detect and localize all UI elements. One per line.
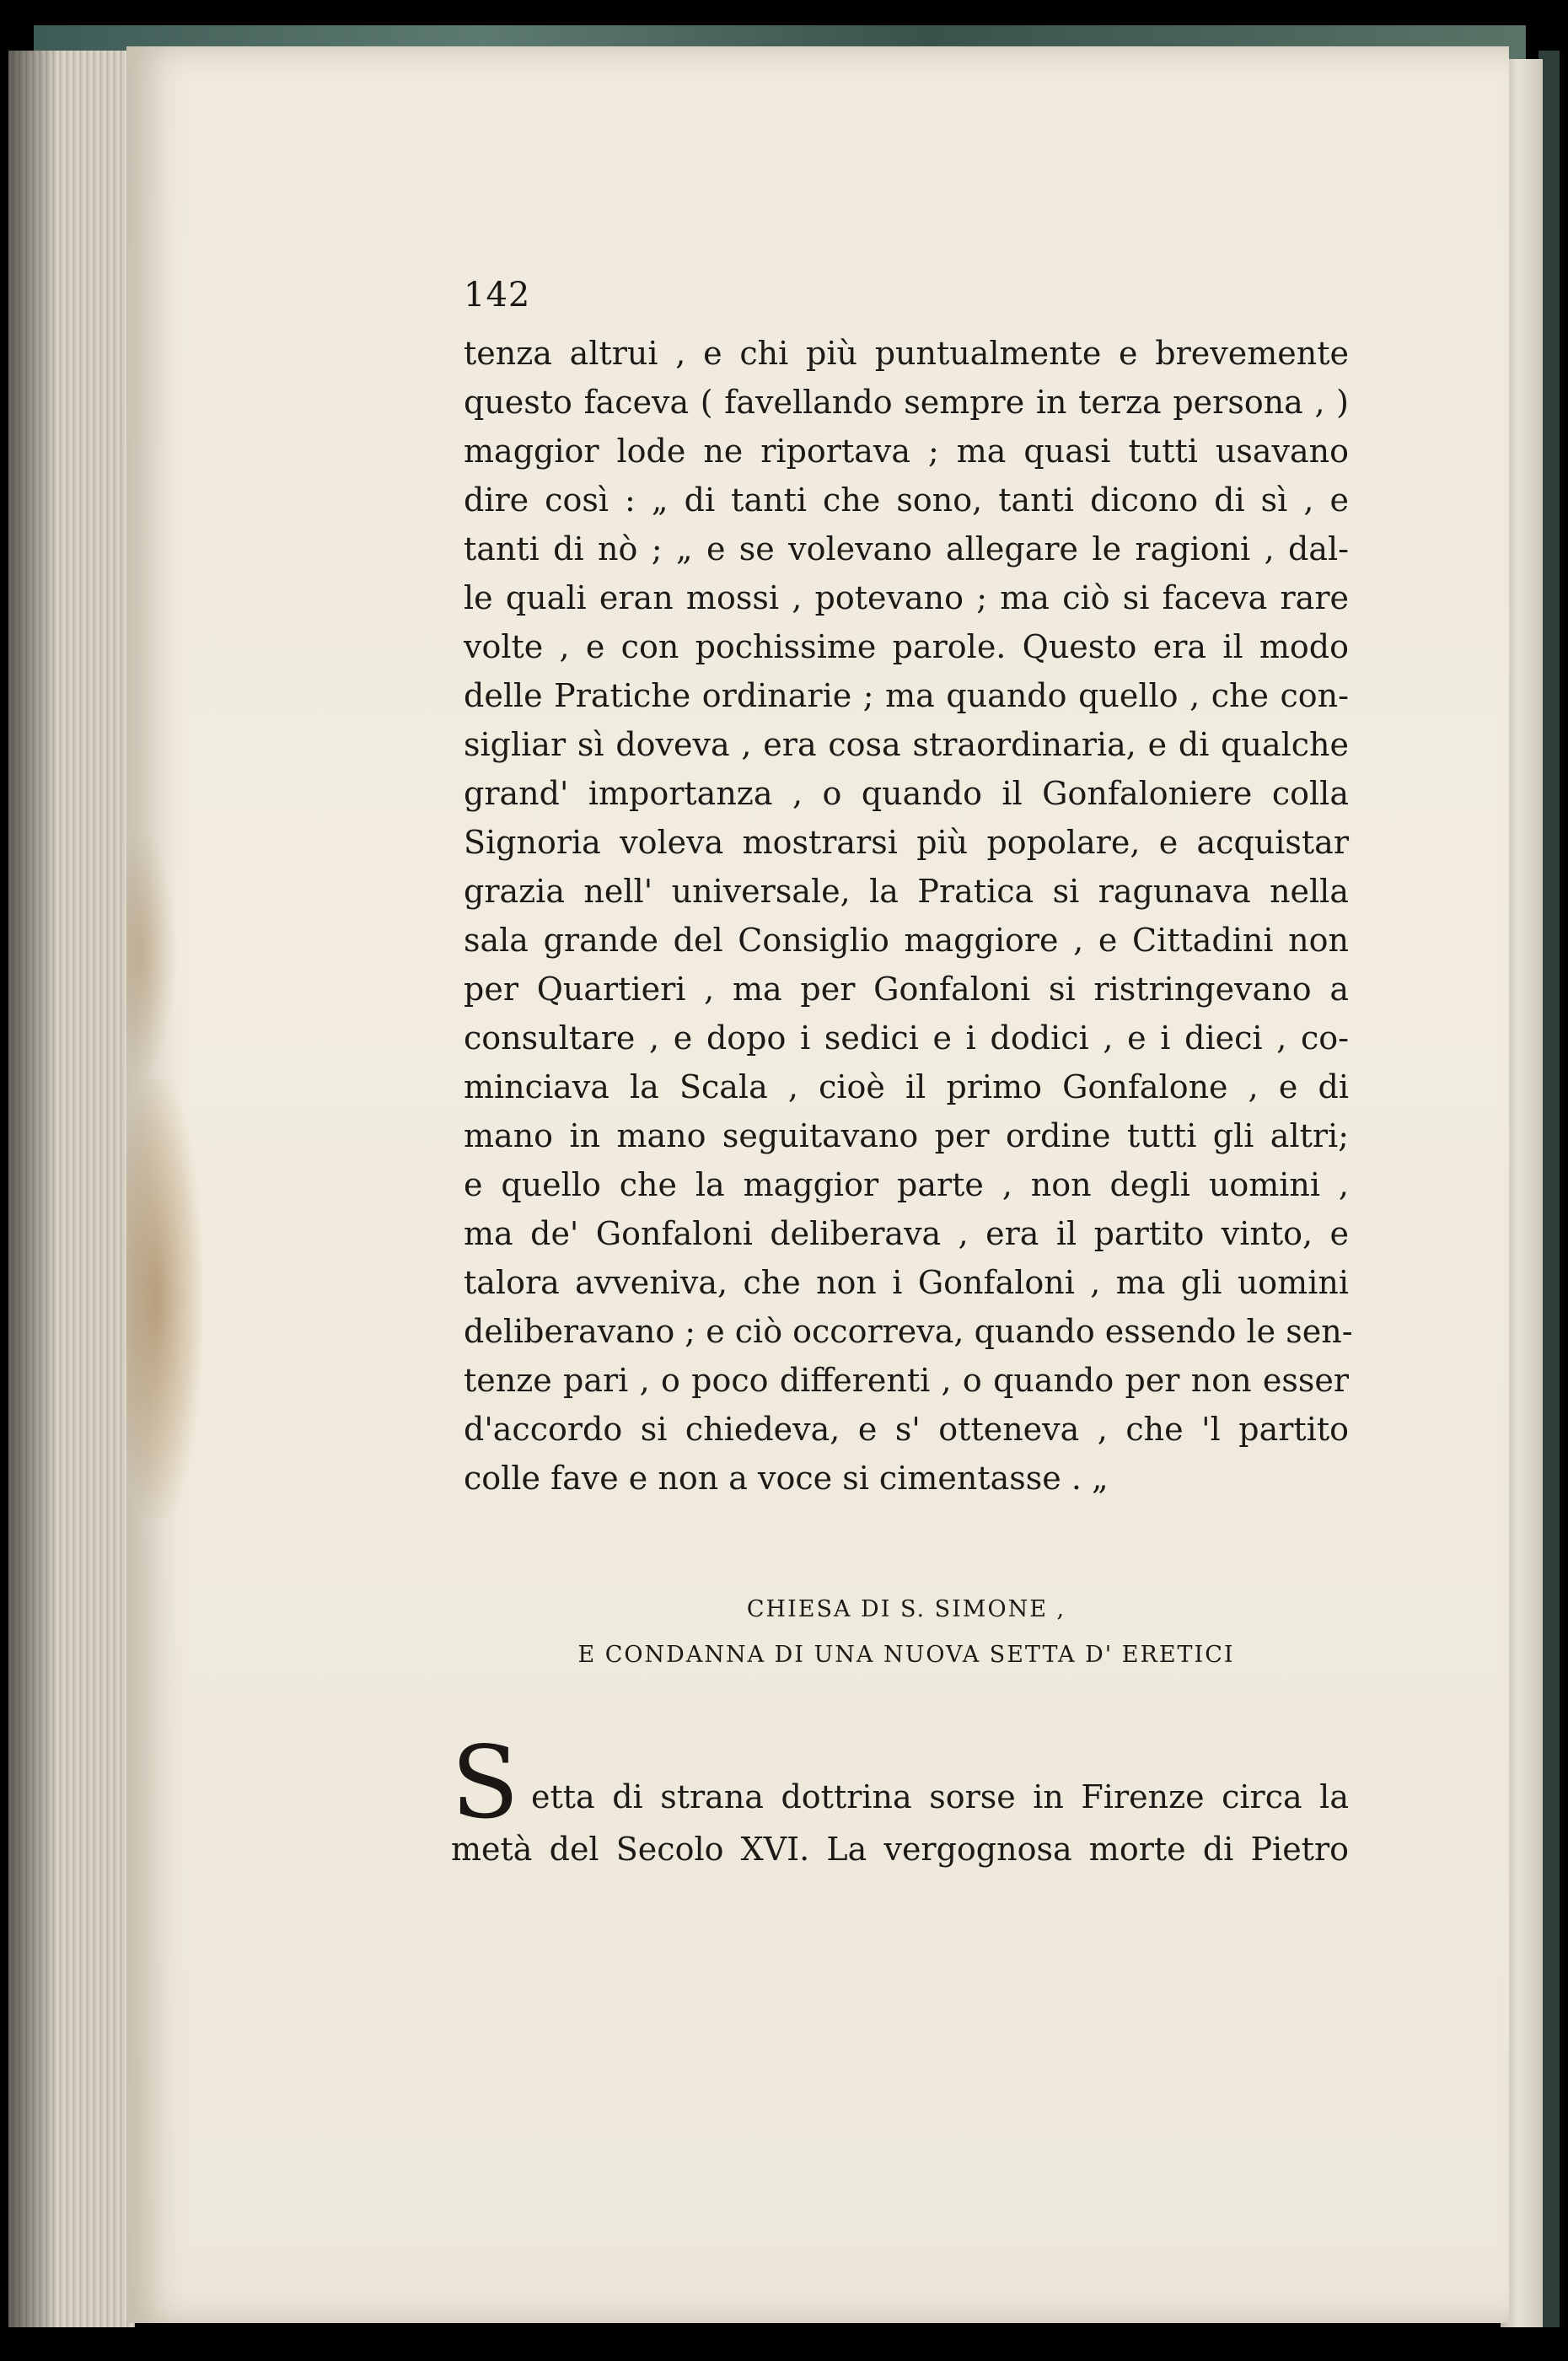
text-line: tenza altrui , e chi più puntualmente e brevemente — [464, 335, 1349, 372]
page-number: 142 — [464, 276, 531, 315]
text-line: consultare , e dopo i sedici e i dodici , e i dieci , co- — [464, 1019, 1349, 1057]
text-line: ma de' Gonfaloni deliberava , era il partito vinto, e — [464, 1215, 1349, 1252]
text-line: le quali eran mossi , potevano ; ma ciò si faceva rare — [464, 579, 1349, 616]
text-line: grazia nell' universale, la Pratica si ragunava nella — [464, 873, 1349, 910]
text-line: per Quartieri , ma per Gonfaloni si ristringevano a — [464, 971, 1349, 1008]
text-line: d'accordo si chiedeva, e s' otteneva , che 'l partito — [464, 1411, 1349, 1448]
text-line: deliberavano ; e ciò occorreva, quando essendo le sen- — [464, 1313, 1353, 1350]
drop-cap: S — [451, 1724, 519, 1841]
text-line: maggior lode ne riportava ; ma quasi tutti usavano — [464, 433, 1349, 470]
text-line: tanti di nò ; „ e se volevano allegare le ragioni , dal- — [464, 530, 1349, 567]
text-line: sigliar sì doveva , era cosa straordinaria, e di qualche — [464, 726, 1349, 763]
paper-stain — [126, 826, 177, 1079]
text-line: delle Pratiche ordinarie ; ma quando quello , che con- — [464, 677, 1349, 714]
text-line: minciava la Scala , cioè il primo Gonfalone , e di — [464, 1068, 1349, 1105]
section-subheading: E CONDANNA DI UNA NUOVA SETTA D' ERETICI — [577, 1642, 1235, 1668]
text-line: sala grande del Consiglio maggiore , e Cittadini non — [464, 922, 1349, 959]
text-line: questo faceva ( favellando sempre in terza persona , ) — [464, 384, 1349, 421]
text-line: talora avveniva, che non i Gonfaloni , ma gli uomini — [464, 1264, 1349, 1301]
text-line: metà del Secolo XVI. La vergognosa morte di Pietro — [451, 1831, 1349, 1868]
text-line: e quello che la maggior parte , non degli uomini , — [464, 1166, 1349, 1203]
text-line: etta di strana dottrina sorse in Firenze circa la — [531, 1778, 1349, 1815]
paper-stain — [126, 1079, 202, 1518]
page-edge-shadow — [8, 51, 59, 2327]
text-line: colle fave e non a voce si cimentasse . „ — [464, 1460, 1109, 1497]
text-line: tenze pari , o poco differenti , o quando per non esser — [464, 1362, 1349, 1399]
text-line: Signoria voleva mostrarsi più popolare, e acquistar — [464, 824, 1349, 861]
text-line: mano in mano seguitavano per ordine tutti gli altri; — [464, 1117, 1349, 1154]
text-line: volte , e con pochissime parole. Questo era il modo — [464, 628, 1349, 665]
text-line: grand' importanza , o quando il Gonfaloniere colla — [464, 775, 1349, 812]
text-line: dire così : „ di tanti che sono, tanti dicono di sì , e — [464, 481, 1349, 519]
section-text — [451, 1771, 1349, 1875]
body-text — [464, 329, 1353, 1503]
section-heading: CHIESA DI S. SIMONE , — [746, 1596, 1066, 1622]
